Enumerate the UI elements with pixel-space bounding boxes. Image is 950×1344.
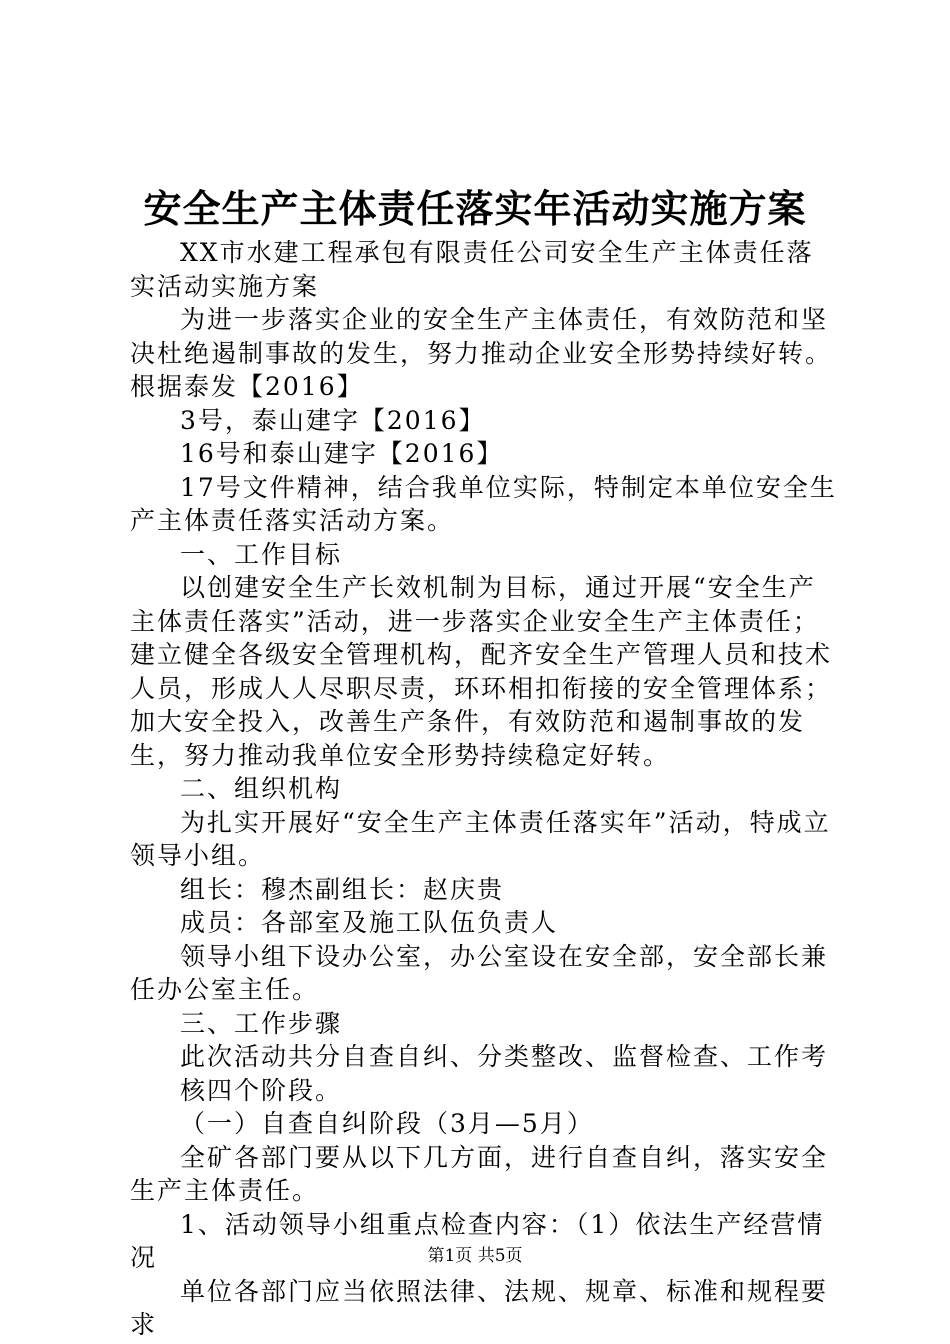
paragraph: 为扎实开展好“安全生产主体责任落实年”活动，特成立领导小组。 [130,807,831,870]
section-heading: 三、工作步骤 [180,1008,343,1038]
paragraph: 1、活动领导小组重点检查内容：（1）依法生产经营情况 [130,1209,825,1272]
paragraph: 为进一步落实企业的安全生产主体责任，有效防范和坚决杜绝遏制事故的发生，努力推动企业安全形势持续好转。根据泰发【2016】 [130,305,833,401]
paragraph: 成员：各部室及施工队伍负责人 [180,908,559,937]
paragraph: 领导小组下设办公室，办公室设在安全部，安全部长兼任办公室主任。 [130,941,829,1004]
paragraph: XX市水建工程承包有限责任公司安全生产主体责任落实活动实施方案 [130,238,814,301]
paragraph: 17号文件精神，结合我单位实际，特制定本单位安全生产主体责任落实活动方案。 [130,472,837,535]
document-body [130,236,838,1342]
paragraph: 3号，泰山建字【2016】 [180,405,486,435]
paragraph: 以创建安全生产长效机制为目标，通过开展“安全生产主体责任落实”活动，进一步落实企业安全生产主体责任；建立健全各级安全管理机构，配齐安全生产管理人员和技术人员，形成人人尽职尽责，环环相扣衔接的安全管理体系；加大安全投入，改善生产条件，有效防范和遏制事故的发生，努力推动我单位安全形势持续稳定好转。 [130,573,833,770]
paragraph: 此次活动共分自查自纠、分类整改、监督检查、工作考 [180,1042,829,1071]
section-heading: 一、工作目标 [180,539,343,569]
section-heading: 二、组织机构 [180,774,343,803]
paragraph: 单位各部门应当依照法律、法规、规章、标准和规程要求 [130,1276,829,1339]
paragraph: 组长：穆杰副组长：赵庆贵 [180,874,505,904]
paragraph: 核四个阶段。 [180,1075,343,1105]
paragraph: 16号和泰山建字【2016】 [180,439,504,468]
document-title: 安全生产主体责任落实年活动实施方案 [143,186,807,231]
paragraph: 全矿各部门要从以下几方面，进行自查自纠，落实安全生产主体责任。 [130,1142,829,1205]
subsection-heading: （一）自查自纠阶段（3月—5月） [180,1109,594,1138]
page-number-footer: 第1页 共5页 [427,1246,523,1266]
